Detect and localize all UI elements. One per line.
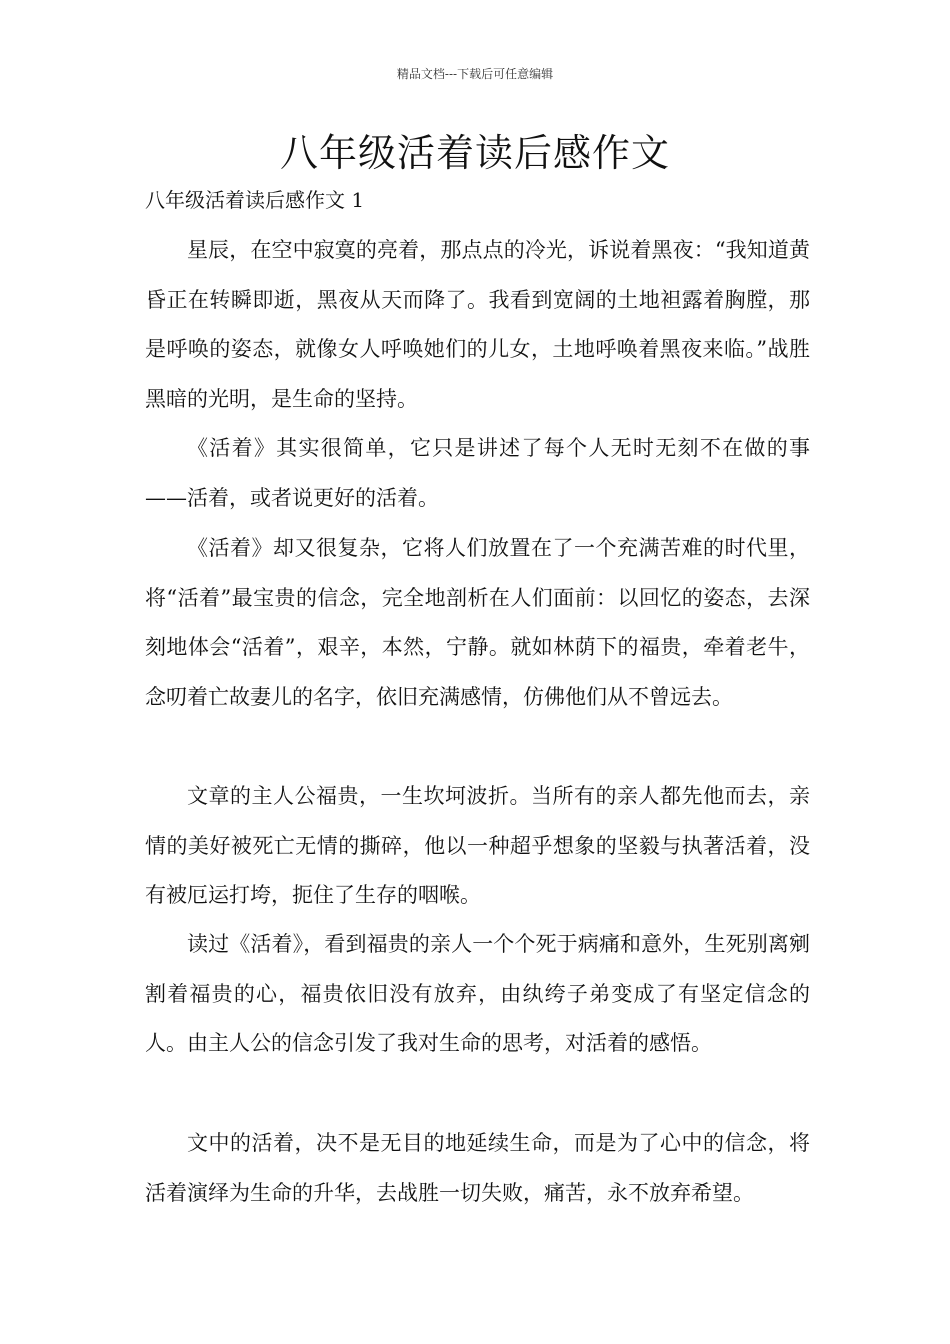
paragraph-1: 星辰，在空中寂寞的亮着，那点点的冷光，诉说着黑夜：“我知道黄昏正在转瞬即逝，黑夜从天而降了。我看到宽阔的土地袒露着胸膛，那是呼唤的姿态，就像女人呼唤她们的儿女，土地呼唤着黑夜来临。”战胜黑暗的光明，是生命的坚持。 bbox=[145, 238, 810, 411]
paragraph-2: 《活着》其实很简单，它只是讲述了每个人无时无刻不在做的事——活着，或者说更好的活着。 bbox=[145, 436, 810, 510]
document-title: 八年级活着读后感作文 bbox=[279, 131, 670, 175]
page-header: 精品文档---下载后可任意编辑 bbox=[396, 67, 554, 81]
paragraph-3: 《活着》却又很复杂，它将人们放置在了一个充满苦难的时代里，将“活着”最宝贵的信念，完全地剖析在人们面前：以回忆的姿态，去深刻地体会“活着”，艰辛，本然，宁静。就如林荫下的福贵，牵着老牛，念叨着亡故妻儿的名字，依旧充满感情，仿佛他们从不曾远去。 bbox=[145, 536, 810, 709]
paragraph-5: 读过《活着》，看到福贵的亲人一个个死于病痛和意外，生死别离剜割着福贵的心，福贵依旧没有放弃，由纨绔子弟变成了有坚定信念的人。由主人公的信念引发了我对生命的思考，对活着的感悟。 bbox=[145, 932, 810, 1056]
paragraph-4: 文章的主人公福贵，一生坎坷波折。当所有的亲人都先他而去，亲情的美好被死亡无情的撕碎，他以一种超乎想象的坚毅与执著活着，没有被厄运打垮，扼住了生存的咽喉。 bbox=[145, 784, 810, 908]
essay-subtitle: 八年级活着读后感作文 1 bbox=[145, 188, 365, 212]
paragraph-6: 文中的活着，决不是无目的地延续生命，而是为了心中的信念，将活着演绎为生命的升华，去战胜一切失败，痛苦，永不放弃希望。 bbox=[145, 1131, 810, 1205]
